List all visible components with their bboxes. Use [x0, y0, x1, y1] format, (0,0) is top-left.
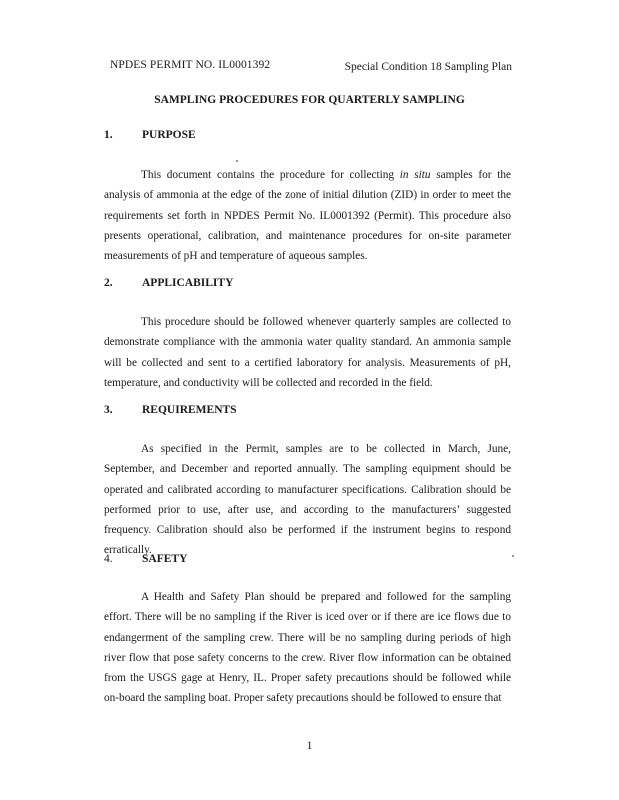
- section-1-number: 1.: [104, 129, 113, 141]
- scan-speck: [512, 555, 514, 557]
- header-permit-number: NPDES PERMIT NO. IL0001392: [110, 59, 271, 71]
- section-1-text-a: This document contains the procedure for collecting: [141, 169, 400, 181]
- scan-speck: [236, 160, 238, 162]
- section-1-text-b: samples for the analysis of ammonia at the edge of the zone of initial dilution (ZID) in order to meet the requirements set forth in NPDES Permit No. IL0001392 (Permit). This procedure also presents operational, calibration, and maintenance procedures for on-site parameter measurements of pH and temperature of aqueous samples.: [104, 169, 511, 263]
- section-4-heading: SAFETY: [142, 553, 188, 565]
- page-number: 1: [306, 740, 313, 752]
- section-4-number: 4.: [104, 553, 113, 565]
- document-title: SAMPLING PROCEDURES FOR QUARTERLY SAMPLING: [154, 94, 465, 106]
- section-2-heading: APPLICABILITY: [142, 277, 234, 289]
- section-4-paragraph: A Health and Safety Plan should be prepared and followed for the sampling effort. There will be no sampling if the River is iced over or if there are ice flows due to endangerment of the sampling crew. There will be no sampling during periods of high river flow that pose safety concerns to the crew. River flow information can be obtained from the USGS gage at Henry, IL. Proper safety precautions should be followed while on-board the sampling boat. Proper safety precautions should be followed to ensure that: [104, 591, 511, 705]
- section-2-number: 2.: [104, 277, 113, 289]
- section-3-heading: REQUIREMENTS: [142, 404, 237, 416]
- section-2-paragraph: This procedure should be followed whenever quarterly samples are collected to demonstrate compliance with the ammonia water quality standard. An ammonia sample will be collected and sent to a certified laboratory for analysis. Measurements of pH, temperature, and conductivity will be collected and recorded in the field.: [104, 316, 511, 389]
- section-1-italic-term: in situ: [399, 169, 431, 181]
- section-1-heading: PURPOSE: [142, 129, 196, 141]
- section-1-paragraph: [104, 165, 511, 266]
- header-special-condition: Special Condition 18 Sampling Plan: [344, 61, 512, 73]
- section-3-number: 3.: [104, 404, 113, 416]
- section-3-paragraph: As specified in the Permit, samples are to be collected in March, June, September, and December and reported annually. The sampling equipment should be operated and calibrated according to manufacturer specifications. Calibration should be performed prior to use, after use, and according to the manufacturers’ suggested frequency. Calibration should also be performed if the instrument begins to respond erratically.: [104, 443, 511, 557]
